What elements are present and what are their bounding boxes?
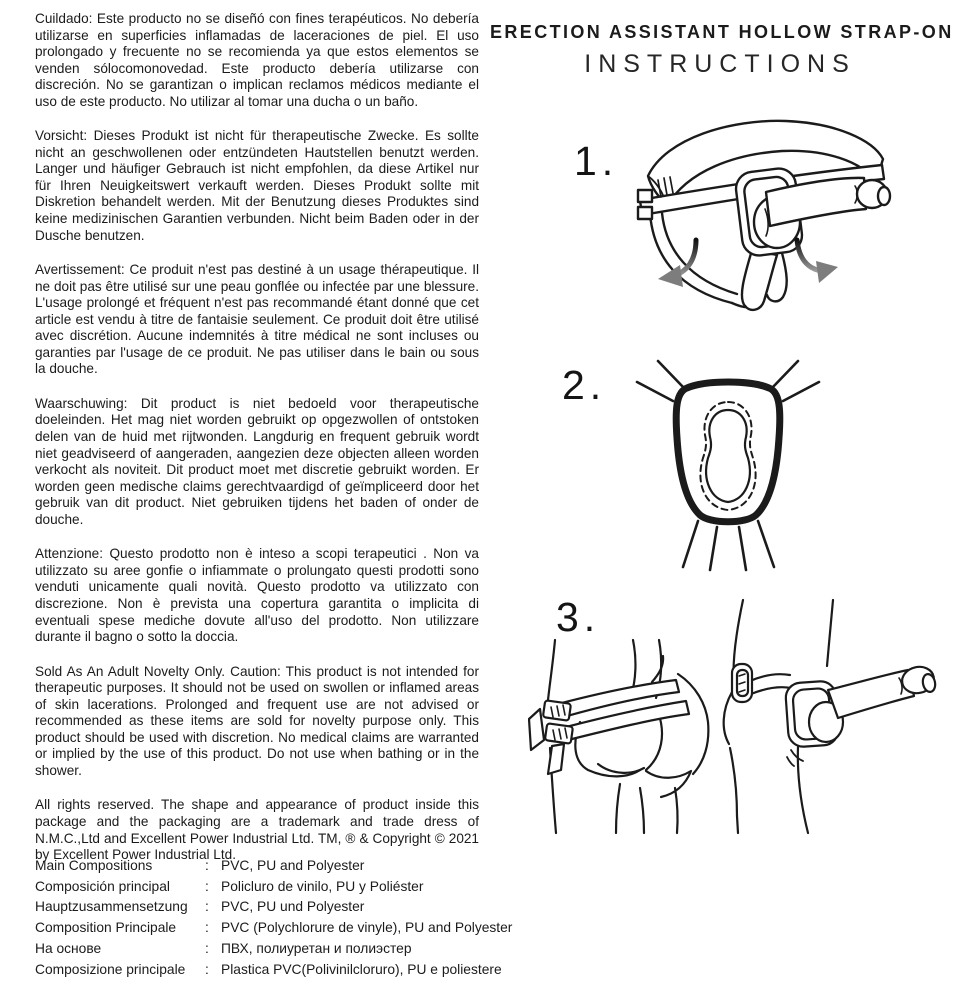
step-2-pad-illustration: [628, 358, 840, 574]
composition-separator: :: [205, 899, 209, 915]
composition-value: PVC, PU and Polyester: [221, 858, 365, 873]
composition-label: Hauptzusammensetzung: [35, 899, 188, 915]
composition-table: [35, 856, 560, 980]
warning-paragraph-german: Vorsicht: Dieses Produkt ist nicht für therapeutische Zwecke. Es sollte nicht an geschwollenen oder entzündeten Hautstellen benutzt werden. Langer und häufiger Gebrauch ist nicht empfohlen, da diese Artikel nur für Ihren Neuigkeitswert verkauft werden. Dieses Produkt sollte mit Diskretion behandelt werden. Mit der Benutzung dieses Produktes sind keine medizinischen Garantien verbunden. Nicht beim Baden oder in der Dusche benutzen.: [35, 128, 479, 243]
composition-label: Composición principal: [35, 878, 170, 894]
step-3-number: 3.: [556, 594, 601, 640]
composition-row-german: [35, 897, 560, 918]
composition-value: Policluro de vinilo, PU y Poliéster: [221, 878, 424, 894]
rights-paragraph: All rights reserved. The shape and appearance of product inside this package and the packaging are a trademark and trade dress of N.M.C.,Ltd and Excellent Power Industrial Ltd. TM, ® & Copyright © 2021 by Excellent Power Industrial Ltd.: [35, 797, 479, 863]
composition-row-english: [35, 856, 560, 877]
step-2-number: 2.: [562, 362, 607, 408]
composition-separator: :: [205, 940, 209, 956]
instructions-header: [490, 22, 954, 79]
composition-value: ПВХ, полиуретан и полиэстер: [221, 940, 412, 956]
warning-paragraph-english: Sold As An Adult Novelty Only. Caution: This product is not intended for therapeutic purposes. It should not be used on swollen or inflamed areas of skin lacerations. Prolonged and frequent use are not advised or recommended as these items are sold for novelty purpose only. This product should be used with discretion. No medical claims are warranted or implied by the use of this product. Do not use when bathing or in the shower.: [35, 663, 479, 778]
composition-row-spanish: [35, 877, 560, 898]
warning-paragraph-spanish: Cuildado: Este producto no se diseñó con fines terapéuticos. No debería utilizarse en superficies inflamadas de laceraciones de piel. El uso prolongado y frecuente no se recomienda ya que estos elementos se venden sólocomonovedad. Este producto debería utilizarse con discreción. No se garantizan o implican reclamos médicos mediante el uso de este producto. No utilizar al tomar una ducha o un baño.: [35, 11, 479, 109]
composition-label: На основе: [35, 940, 102, 956]
composition-value: Plastica PVC(Polivinilcloruro), PU e poliestere: [221, 961, 502, 977]
composition-value: PVC, PU und Polyester: [221, 899, 365, 915]
page-subtitle: INSTRUCTIONS: [584, 50, 856, 78]
composition-separator: :: [205, 858, 209, 873]
composition-separator: :: [205, 878, 209, 894]
composition-row-french: [35, 918, 560, 939]
warning-paragraph-dutch: Waarschuwing: Dit product is niet bedoeld voor therapeutische doeleinden. Het mag niet worden gebruikt op opgezwollen of ontstoken delen van de huid met rijtwonden. Langdurig en frequent gebruik wordt niet geadviseerd of aangeraden, aangezien deze objecten alleen worden verkocht als noviteit. Dit product moet met discretie gebruikt worden. Er worden geen medische claims gerechtvaardigd of geïmpliceerd door het gebruik van dit product. Niet gebruiken tijdens het baden of onder de douche.: [35, 395, 479, 527]
step-1-number: 1.: [574, 138, 619, 184]
composition-value: PVC (Polychlorure de vinyle), PU and Polyester: [221, 920, 513, 936]
warnings-column: [35, 11, 479, 882]
composition-row-italian: [35, 960, 560, 981]
composition-separator: :: [205, 920, 209, 936]
composition-separator: :: [205, 961, 209, 977]
composition-row-russian: [35, 939, 560, 960]
composition-label: Composition Principale: [35, 920, 177, 936]
page-title: ERECTION ASSISTANT HOLLOW STRAP-ON: [490, 22, 954, 42]
step-3-wearing-illustration: [528, 598, 958, 835]
composition-label: Composizione principale: [35, 961, 186, 977]
composition-label: Main Compositions: [35, 858, 153, 873]
warning-paragraph-italian: Attenzione: Questo prodotto non è inteso a scopi terapeutici . Non va utilizzato su aree gonfie o infiammate o prolungato questi prodotti sono venduti unicamente quali novità. Questo prodotto va utilizzato con discrezione. Non è prevista una copertura garantita o implicita di eventuali spese mediche dovute all'uso del prodotto. Non utilizzare durante il bagno o sotto la doccia.: [35, 546, 479, 645]
warning-paragraph-french: Avertissement: Ce produit n'est pas destiné à un usage thérapeutique. Il ne doit pas être utilisé sur une peau gonflée ou infectée par une blessure. L'usage prolongé et fréquent n'est pas recommandé étant donné que cet article est vendu à titre de fantaisie seulement. Ce produit doit être utilisé avec discrétion. Aucune indemnités à titre médical ne sont incluses ou garanties par l'usage de ce produit. Ne pas utiliser dans le bain ou sous la douche.: [35, 262, 479, 377]
step-1-harness-illustration: [636, 114, 896, 316]
